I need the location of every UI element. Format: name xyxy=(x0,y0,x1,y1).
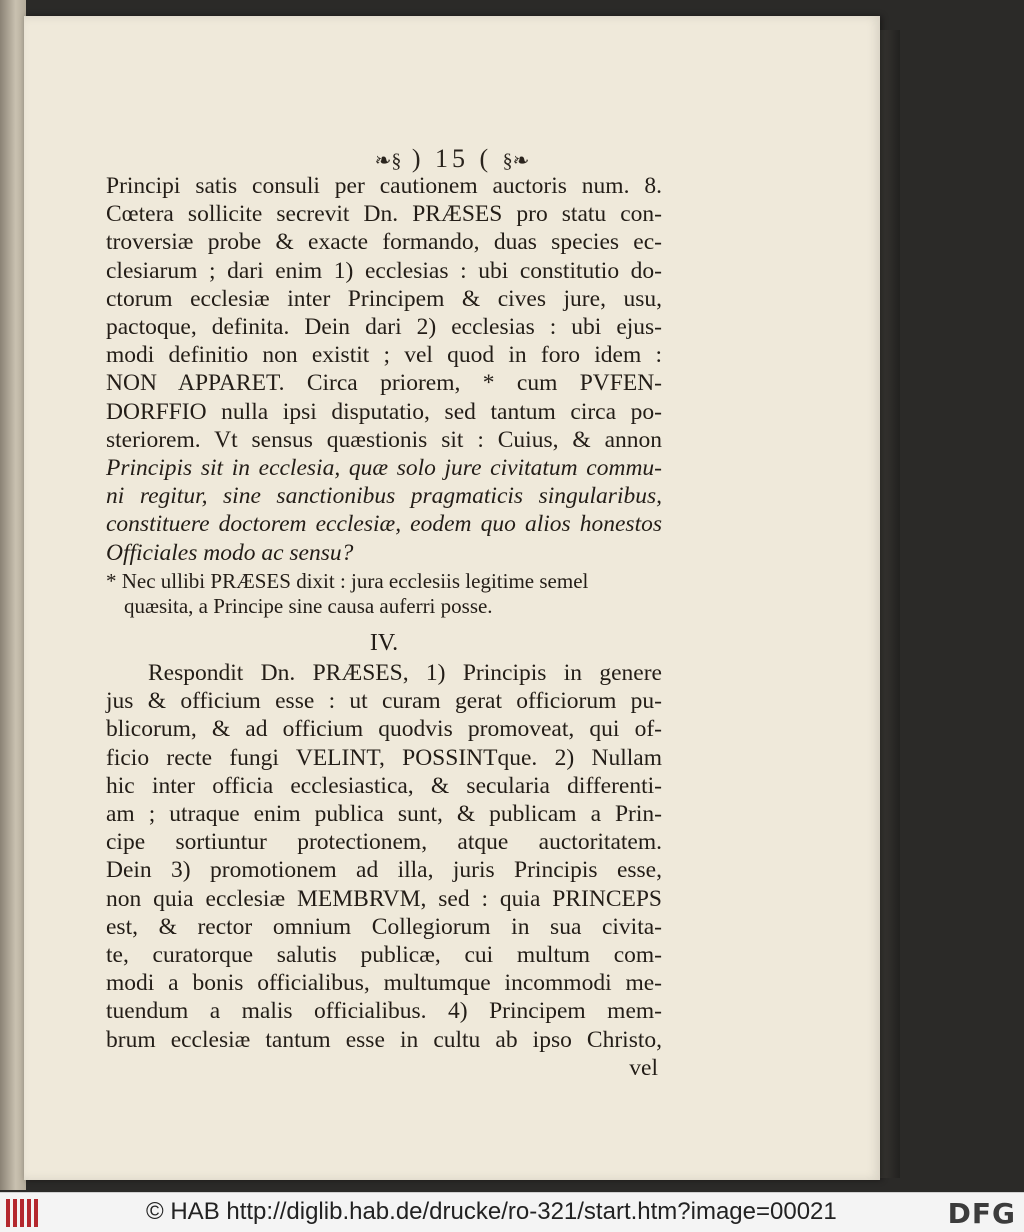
text-line: jus & officium esse : ut curam gerat officiorum pu- xyxy=(106,688,662,715)
right-ornament: §❧ xyxy=(502,150,530,172)
page-text xyxy=(106,172,662,1082)
text-line: troversiæ probe & exacte formando, duas species ec- xyxy=(106,229,662,256)
text-line: tuendum a malis officialibus. 4) Principem mem- xyxy=(106,998,662,1025)
text-line: brum ecclesiæ tantum esse in cultu ab ipso Christo, xyxy=(106,1026,662,1053)
left-ornament: ❧§ xyxy=(374,150,402,172)
text-line: am ; utraque enim publica sunt, & publicam a Prin- xyxy=(106,801,662,828)
book-page-stack xyxy=(880,30,900,1178)
text-line: clesiarum ; dari enim 1) ecclesias : ubi constitutio do- xyxy=(106,257,662,284)
copyright-link[interactable]: © HAB http://diglib.hab.de/drucke/ro-321/start.htm?image=00021 xyxy=(146,1198,837,1225)
footer-bar xyxy=(0,1192,1024,1232)
text-line: non quia ecclesiæ MEMBRVM, sed : quia PRINCEPS xyxy=(106,885,662,912)
text-line-italic: constituere doctorem ecclesiæ, eodem quo alios honestos xyxy=(106,511,662,538)
text-line: modi definitio non existit ; vel quod in foro idem : xyxy=(106,342,662,369)
text-line: modi a bonis officialibus, multumque incommodi me- xyxy=(106,970,662,997)
text-line: est, & rector omnium Collegiorum in sua civita- xyxy=(106,913,662,940)
text-line-italic: ni regitur, sine sanctionibus pragmaticis singularibus, xyxy=(106,483,662,510)
page-header xyxy=(24,144,880,174)
text-line: cipe sortiuntur protectionem, atque auctoritatem. xyxy=(106,829,662,856)
text-line: Respondit Dn. PRÆSES, 1) Principis in genere xyxy=(148,660,662,687)
text-line: pactoque, definita. Dein dari 2) ecclesias : ubi ejus- xyxy=(106,314,662,341)
text-line: blicorum, & ad officium quodvis promoveat, qui of- xyxy=(106,716,662,743)
paragraph-2 xyxy=(106,659,662,1054)
text-line: ficio recte fungi VELINT, POSSINTque. 2) Nullam xyxy=(106,744,662,771)
text-line: Principi satis consuli per cautionem auctoris num. 8. xyxy=(106,173,662,199)
text-line: steriorem. Vt sensus quæstionis sit : Cuius, & annon xyxy=(106,426,662,453)
footnote xyxy=(106,569,662,619)
page-number: ) 15 ( xyxy=(411,144,493,173)
adjacent-page-edge xyxy=(0,0,26,1190)
text-line-italic: Officiales modo ac sensu? xyxy=(106,539,354,566)
text-line: Dein 3) promotionem ad illa, juris Principis esse, xyxy=(106,857,662,884)
hab-logo-icon xyxy=(6,1199,38,1227)
footnote-line: * Nec ullibi PRÆSES dixit : jura ecclesiis legitime semel xyxy=(106,568,589,593)
dfg-logo: DFG xyxy=(947,1197,1016,1230)
footnote-line: quæsita, a Principe sine causa auferri posse. xyxy=(124,593,493,618)
text-line: NON APPARET. Circa priorem, * cum PVFEN- xyxy=(106,370,662,397)
text-line: ctorum ecclesiæ inter Principem & cives jure, usu, xyxy=(106,285,662,312)
catchword: vel xyxy=(629,1054,658,1081)
text-line: hic inter officia ecclesiastica, & secularia differenti- xyxy=(106,772,662,799)
text-line: Cœtera sollicite secrevit Dn. PRÆSES pro statu con- xyxy=(106,201,662,228)
section-heading: IV. xyxy=(369,629,399,656)
text-line: DORFFIO nulla ipsi disputatio, sed tantum circa po- xyxy=(106,398,662,425)
text-line-italic: Principis sit in ecclesia, quæ solo jure civitatum commu- xyxy=(106,455,662,482)
text-line: te, curatorque salutis publicæ, cui multum com- xyxy=(106,942,662,969)
paragraph-1 xyxy=(106,172,662,567)
